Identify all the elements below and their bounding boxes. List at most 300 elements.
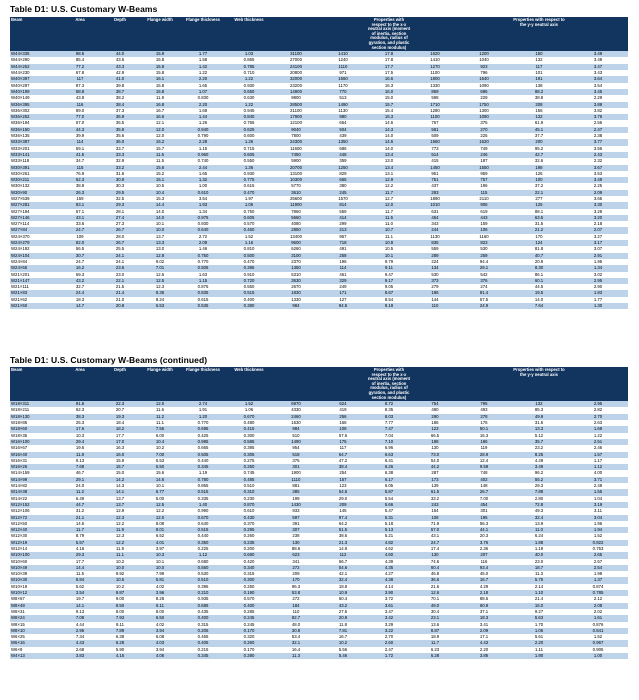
table-cell: 3.65 [593,195,603,201]
table-cell: 1.22 [226,102,272,108]
table-cell: 8.25 [510,452,568,458]
table-cell: 145 [339,508,347,514]
beam-designation-cell: W40×397 [10,76,60,82]
table-cell: 2.90 [593,284,603,290]
table-cell: 6.05 [384,483,394,489]
beam-designation-cell: W36×262 [10,114,60,120]
table-cell: 200 [510,139,568,145]
table-cell: 1570 [338,195,348,201]
table-cell: 11.8 [60,452,100,458]
table-cell: 8.50 [100,603,140,609]
table-cell: 191 [510,76,568,82]
table-cell: 93.4 [458,565,510,571]
table-cell: 14.7 [60,303,100,309]
table-cell: 12100 [290,120,302,126]
table-cell: 15.4 [384,107,394,113]
table-cell: 4.82 [366,540,412,546]
column-header [568,367,628,401]
table-cell: 134 [412,265,458,271]
table-cell: 0.550 [243,158,255,164]
table-cell: 1410 [430,57,440,63]
table-cell: 82.7 [272,615,320,621]
table-cell: 4.43 [458,640,510,646]
table-cell: 170 [272,577,320,583]
table-cell: 2.09 [458,628,510,634]
table-cell: 37.7 [534,133,544,139]
table-cell: 12.0 [140,515,180,521]
table-cell: 3.27 [593,233,603,239]
table-cell: 1.19 [198,470,208,476]
table-cell: 85.3 [534,407,544,413]
table-cell: 11.5 [366,215,412,221]
table-cell: 5.66 [366,502,412,508]
table-cell: 770 [320,89,366,95]
table-cell: 1330 [291,296,301,302]
table-cell: 8.35 [384,407,394,413]
table-cell: 27000 [290,57,302,63]
beam-designation-cell: W18×211 [11,407,30,413]
table-cell: 329 [320,278,366,284]
table-cell: 12.4 [479,457,489,463]
table-cell: 7.99 [155,571,165,577]
table-cell: 36.6 [412,577,458,583]
table-cell: 0.460 [226,227,272,233]
table-cell: 0.510 [243,483,255,489]
table-cell: 3.02 [593,271,603,277]
beam-designation-cell: W12×50 [11,520,28,526]
table-cell: 1.65 [198,82,208,88]
column-header: Properties with respect to the x-x neutral axis (moment of inertia, section modulus, radius of gyration, and plastic section modulus) [367,17,411,50]
table-cell: 773 [431,145,439,151]
table-cell: 56.5 [75,246,85,252]
column-header: Web thickness [226,17,272,51]
table-cell: 12.2 [155,508,165,514]
table-row [10,653,628,659]
table-cell: 37.2 [534,183,544,189]
table-cell: 1.44 [180,114,226,120]
table-header-row [10,17,628,51]
table-cell: 0.190 [226,590,272,596]
beam-designation-cell: W6×16 [10,640,60,646]
table-cell: 196 [480,183,488,189]
table-cell: 116 [60,102,100,108]
table-cell: 5.12 [534,432,544,438]
table-cell: 1.65 [198,170,208,176]
table-cell: 10.3 [75,432,85,438]
table-cell: 150 [510,51,568,57]
table-cell: 514 [412,152,458,158]
table-cell: 3.29 [593,208,603,214]
table-cell: 94.4 [479,258,489,264]
table-cell: 2460 [272,414,320,420]
table-cell: 54.6 [320,565,366,571]
table-cell: 493 [480,407,488,413]
table-cell: 530 [480,246,488,252]
table-cell: 301 [480,508,488,514]
table-cell: 15.1 [140,177,180,183]
table-cell: 5.53 [155,457,165,463]
table-cell: 0.250 [226,464,272,470]
table-cell: 38.3 [60,414,100,420]
beam-designation-cell: W18×86 [11,420,28,426]
table-cell: 14.6 [140,477,180,483]
table-cell: 41.5 [60,152,100,158]
table-cell: 25.5 [115,246,125,252]
table-cell: 9.13 [75,608,85,614]
table-cell: 30.3 [115,183,125,189]
table-cell: 2.32 [593,158,603,164]
table-cell: 38.2 [115,95,125,101]
table-cell: 1560 [320,76,366,82]
table-cell: 26.3 [60,190,100,196]
table-cell: 39.9 [75,133,85,139]
table-cell: 0.875 [197,284,209,290]
table-cell: 2.09 [568,190,628,196]
table-cell: 9.87 [100,590,140,596]
table-cell: 984 [272,303,320,309]
beam-designation-cell: W27×194 [11,208,30,214]
table-cell: 13.3 [510,426,568,432]
table-cell: 24.1 [100,253,140,259]
table-cell: 341 [292,558,300,564]
table-cell: 1100 [412,114,458,120]
table-cell: 12.2 [100,540,140,546]
beam-designation-cell: W8×10 [10,628,60,634]
table-cell: 0.570 [243,221,255,227]
table-cell: 36.5 [115,120,125,126]
table-cell: 18.8 [338,583,348,589]
table-cell: 213 [320,227,366,233]
table-cell: 3.30 [568,202,628,208]
table-cell: 0.505 [180,452,226,458]
table-cell: 9.11 [366,265,412,271]
table-cell: 95.2 [534,145,544,151]
table-cell: 2.82 [593,407,603,413]
table-cell: 14.1 [100,489,140,495]
table-cell: 984 [272,426,320,432]
table-cell: 18.3 [458,615,510,621]
table-cell: 14.6 [384,120,394,126]
table-cell: 49.0 [412,603,458,609]
table-cell: 20.3 [479,533,489,539]
table-cell: 15.0 [384,95,394,101]
table-cell: 0.905 [592,646,604,652]
table-cell: 1130 [430,233,440,239]
beam-designation-cell: W27×114 [11,221,30,227]
table-cell: 10.0 [100,565,140,571]
table-cell: 24.0 [75,483,85,489]
table-cell: 0.170 [226,628,272,634]
table-cell: 44.1 [458,527,510,533]
table-cell: 13.7 [115,495,125,501]
table-cell: 0.665 [197,445,209,451]
table-cell: 14.4 [60,565,100,571]
table-cell: 12.9 [366,177,412,183]
table-cell: 0.765 [243,120,255,126]
table-cell: 39.8 [115,82,125,88]
table-cell: 108 [320,426,366,432]
table-cell: 8.00 [115,608,125,614]
table-cell: 30.9 [100,177,140,183]
table-cell: 4.02 [155,621,165,627]
table-cell: 695 [458,89,510,95]
table-cell: 9.59 [458,464,510,470]
table-cell: 1.98 [593,571,603,577]
table-cell: 0.720 [226,278,272,284]
table-cell: 3.61 [366,603,412,609]
table-cell: 299 [339,221,347,227]
table-cell: 24.7 [412,540,458,546]
table-cell: 0.405 [180,640,226,646]
table-cell: 24.9 [458,303,510,309]
table-cell: 0.876 [592,621,604,627]
table-cell: 115 [60,165,100,171]
table-cell: 24.1 [115,258,125,264]
table-cell: 159 [76,195,84,201]
table-cell: 249 [339,284,347,290]
table-cell: 795 [458,401,510,407]
table-cell: 132 [510,401,568,407]
table-cell: 1.37 [568,577,628,583]
table-cell: 16.7 [338,634,348,640]
table-cell: 30.4 [430,608,440,614]
table-cell: 34.7 [75,158,85,164]
table-cell: 7.08 [60,615,100,621]
table-cell: 60.9 [458,603,510,609]
table-cell: 1.22 [593,432,603,438]
table-cell: 12.3 [100,515,140,521]
table-cell: 16.7 [458,577,510,583]
table-cell: 61.9 [534,120,544,126]
table-cell: 2.65 [568,552,628,558]
table-cell: 2.38 [593,133,603,139]
table-cell: 12.3 [155,284,165,290]
table-cell: 41.0 [100,76,140,82]
table-cell: 0.940 [180,127,226,133]
table-cell: 4.43 [60,640,100,646]
table-cell: 31.6 [534,420,544,426]
table-cell: 32.6 [534,158,544,164]
table-cell: 19.7 [75,596,85,602]
table-cell: 22.1 [100,278,140,284]
table-cell: 1530 [291,420,301,426]
table-cell: 1620 [412,51,458,57]
table-cell: 376 [458,278,510,284]
table-cell: 175 [480,420,488,426]
table-cell: 61.5 [412,489,458,495]
table-cell: 757 [458,177,510,183]
table-cell: 10.4 [140,439,180,445]
table-cell: 597 [272,515,320,521]
table-cell: 1040 [479,57,489,63]
table-cell: 7860 [291,208,301,214]
table-cell: 51.5 [320,527,366,533]
table-cell: 43.2 [60,278,100,284]
table-cell: 0.430 [226,515,272,521]
table-cell: 7.68 [60,464,100,470]
table-cell: 10300 [272,177,320,183]
table-cell: 10.0 [140,227,180,233]
table-cell: 0.985 [180,439,226,445]
table-cell: 130 [431,445,439,451]
table-cell: 53.8 [272,590,320,596]
table-cell: 1.34 [198,208,208,214]
table-cell: 2.36 [479,545,489,551]
table-cell: 70.1 [430,596,440,602]
table-cell: 959 [480,170,488,176]
table-cell: 971 [339,70,347,76]
table-cell: 1.69 [568,426,628,432]
table-cell: 14.4 [140,202,180,208]
table-cell: 60.4 [338,596,348,602]
table-cell: 44.2 [412,464,458,470]
table-cell: 1.22 [198,70,208,76]
table-cell: 1350 [320,139,366,145]
table-cell: 7.77 [384,420,394,426]
table-cell: 12.6 [412,590,458,596]
table-cell: 15.8 [140,89,180,95]
column-header: Flange thickness [180,17,226,51]
table-cell: 0.835 [180,290,226,296]
table-cell: 43.8 [75,95,85,101]
table-cell: 96.2 [534,470,544,476]
table-cell: 11.7 [412,640,458,646]
table-cell: 9800 [291,95,301,101]
table-cell: 3.64 [568,76,628,82]
table-cell: 21.1 [60,515,100,521]
column-header: Depth [100,367,140,401]
table-cell: 623 [272,552,320,558]
table-cell: 8.03 [366,414,412,420]
table-cell: 15.8 [140,64,180,70]
beam-designation-cell: W10×49 [10,565,60,571]
table-cell: 504 [320,127,366,133]
table-cell: 631 [431,208,439,214]
table-cell: 10.2 [155,445,165,451]
table-cell: 38.4 [320,464,366,470]
table-cell: 0.515 [226,290,272,296]
beam-designation-cell: W16×100 [10,439,60,445]
column-header: Beam [10,367,60,401]
table-cell: 2.12 [593,596,603,602]
table-cell: 6.50 [140,615,180,621]
table-cell: 598 [431,95,439,101]
beam-designation-cell: W44×230 [11,70,30,76]
table-cell: 1.95 [593,258,603,264]
table-cell: 2.47 [384,646,394,652]
table-cell: 64.2 [338,520,348,526]
table-cell: 43.1 [430,533,440,539]
table-cell: 18.3 [75,296,85,302]
table-cell: 46.8 [430,571,440,577]
table-cell: 0.310 [226,489,272,495]
table-cell: 3.45 [568,89,628,95]
table-cell: 1.46 [198,246,208,252]
table-cell: 0.340 [226,565,272,571]
beam-designation-cell: W44×262 [10,64,60,70]
table-cell: 6.63 [366,452,412,458]
beam-designation-cell: W12×152 [10,502,60,508]
table-cell: 8.08 [155,520,165,526]
table-cell: 3.49 [568,177,628,183]
table-cell: 9600 [272,240,320,246]
table-cell: 29.1 [60,477,100,483]
table-cell: 437 [431,183,439,189]
table-cell: 2.95 [568,278,628,284]
table-cell: 1.06 [244,407,254,413]
table-cell: 5770 [291,183,301,189]
table-cell: 3.17 [568,240,628,246]
table-cell: 45.0 [479,571,489,577]
table-cell: 283 [412,190,458,196]
table-cell: 1.12 [180,552,226,558]
table-cell: 0.841 [568,628,628,634]
table-cell: 2.20 [180,102,226,108]
table-cell: 0.625 [226,127,272,133]
column-header: Beam [10,17,60,51]
table-cell: 2.20 [510,640,568,646]
table-cell: 28.0 [115,233,125,239]
table-cell: 11.1 [100,552,140,558]
table-cell: 10.7 [366,227,412,233]
table-cell: 3.94 [155,646,165,652]
table-cell: 14.3 [115,483,125,489]
table-cell: 3.83 [60,653,100,659]
table-cell: 12.6 [155,271,165,277]
table-cell: 59.3 [75,271,85,277]
table-cell: 1890 [430,195,440,201]
beam-designation-cell: W14×38 [10,489,60,495]
table-cell: 77.2 [60,64,100,70]
table-cell: 8.28 [155,596,165,602]
beam-designation-cell: W14×22 [11,495,28,501]
table-cell: 10.8 [366,240,412,246]
table-cell: 1.63 [198,271,208,277]
table-cell: 491 [339,246,347,252]
table-cell: 17.8 [366,51,412,57]
beam-designation-cell: W40×199 [10,89,60,95]
table-cell: 0.515 [180,527,226,533]
table-cell: 2670 [291,284,301,290]
beam-designation-cell: W24×104 [10,253,60,259]
table-cell: 0.230 [243,495,255,501]
table-cell: 4.00 [593,470,603,476]
table-cell: 256 [320,414,366,420]
table-cell: 64.7 [320,452,366,458]
table-cell: 43.3 [100,64,140,70]
table-cell: 0.680 [197,558,209,564]
table-row [10,303,628,309]
table-cell: 0.275 [243,457,255,463]
table-cell: 87.3 [75,82,85,88]
table-cell: 13.0 [155,246,165,252]
table-cell: 5660 [272,215,320,221]
table-cell: 9.17 [366,278,412,284]
table-cell: 2.43 [568,152,628,158]
beam-designation-cell: W21×147 [10,278,60,284]
table-cell: 17.5 [384,70,394,76]
table-cell: 2.56 [593,120,603,126]
table-cell: 20700 [272,165,320,171]
beam-designation-cell: W16×26 [10,464,60,470]
table-cell: 0.910 [243,271,255,277]
table-cell: 1.68 [198,107,208,113]
table-cell: 2.54 [568,565,628,571]
beam-designation-cell: W30×90 [10,190,60,196]
table-cell: 1010 [412,202,458,208]
table-cell: 13.4 [366,165,412,171]
table-cell: 8.24 [155,296,165,302]
